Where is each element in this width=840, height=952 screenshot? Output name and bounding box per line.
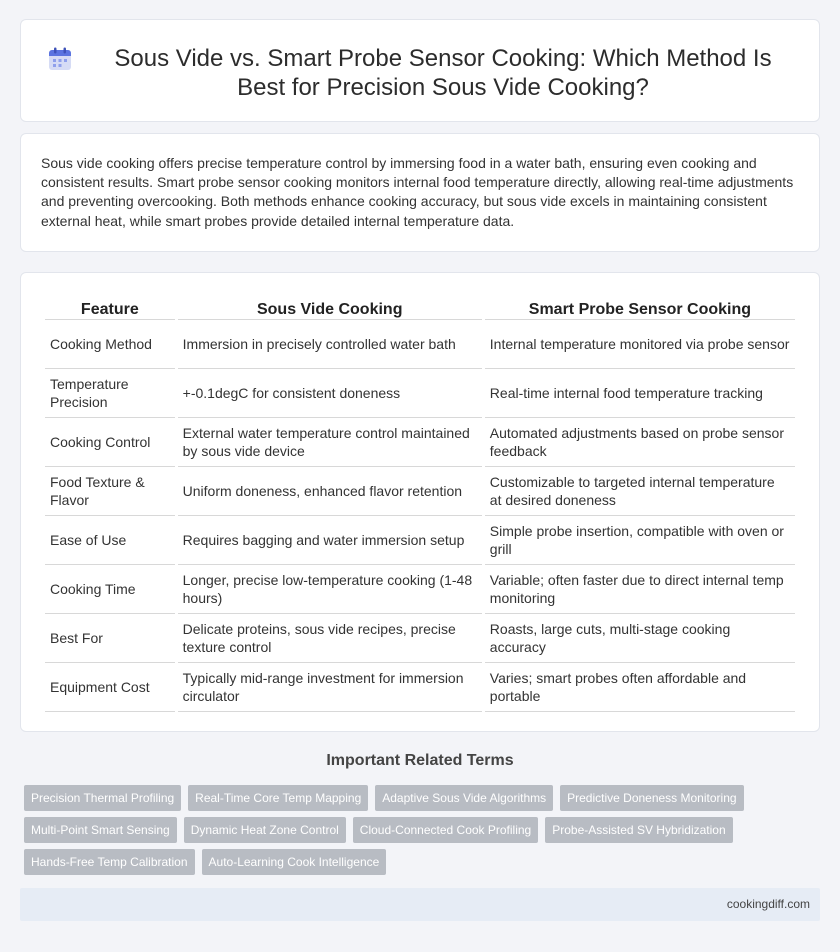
intro-paragraph: Sous vide cooking offers precise temperature control by immersing food in a water bath, ensuring even cooking and consistent results. Smart probe sensor cooking monitors internal food temperature directly, allowing real-time adjustments and preventing overcooking. Both methods enhance cooking accuracy, but sous vide excels in maintaining consistent external heat, while smart probes provide detailed internal temperature data. (41, 155, 794, 229)
feature-cell: Temperature Precision (45, 369, 175, 418)
related-terms-list (24, 785, 814, 875)
footer-site-link[interactable]: cookingdiff.com (726, 897, 810, 911)
smart-probe-cell: Real-time internal food temperature tracking (485, 369, 795, 418)
term-tag[interactable]: Auto-Learning Cook Intelligence (202, 849, 387, 875)
sous-vide-cell: Immersion in precisely controlled water bath (178, 320, 482, 369)
intro-card (20, 133, 820, 252)
smart-probe-cell: Simple probe insertion, compatible with oven or grill (485, 516, 795, 565)
term-tag[interactable]: Hands-Free Temp Calibration (24, 849, 195, 875)
table-row (45, 320, 795, 369)
table-row (45, 565, 795, 614)
sous-vide-cell: External water temperature control maintained by sous vide device (178, 418, 482, 467)
smart-probe-cell: Roasts, large cuts, multi-stage cooking accuracy (485, 614, 795, 663)
term-tag[interactable]: Probe-Assisted SV Hybridization (545, 817, 732, 843)
comparison-table (42, 293, 798, 712)
feature-cell: Cooking Method (45, 320, 175, 369)
smart-probe-cell: Internal temperature monitored via probe sensor (485, 320, 795, 369)
smart-probe-cell: Varies; smart probes often affordable and portable (485, 663, 795, 712)
table-row (45, 467, 795, 516)
calendar-icon (47, 46, 73, 72)
feature-cell: Ease of Use (45, 516, 175, 565)
term-tag[interactable]: Precision Thermal Profiling (24, 785, 181, 811)
feature-cell: Equipment Cost (45, 663, 175, 712)
feature-cell: Best For (45, 614, 175, 663)
term-tag[interactable]: Real-Time Core Temp Mapping (188, 785, 368, 811)
term-tag[interactable]: Adaptive Sous Vide Algorithms (375, 785, 553, 811)
comparison-card (20, 272, 820, 732)
related-terms-heading: Important Related Terms (326, 752, 514, 769)
term-tag[interactable]: Predictive Doneness Monitoring (560, 785, 743, 811)
header-feature: Feature (45, 293, 175, 320)
term-tag[interactable]: Cloud-Connected Cook Profiling (353, 817, 538, 843)
sous-vide-cell: +-0.1degC for consistent doneness (178, 369, 482, 418)
sous-vide-cell: Delicate proteins, sous vide recipes, precise texture control (178, 614, 482, 663)
smart-probe-cell: Variable; often faster due to direct internal temp monitoring (485, 565, 795, 614)
term-tag[interactable]: Dynamic Heat Zone Control (184, 817, 346, 843)
term-tag[interactable]: Multi-Point Smart Sensing (24, 817, 177, 843)
feature-cell: Cooking Time (45, 565, 175, 614)
sous-vide-cell: Typically mid-range investment for immersion circulator (178, 663, 482, 712)
smart-probe-cell: Customizable to targeted internal temperature at desired doneness (485, 467, 795, 516)
table-row (45, 663, 795, 712)
header-sous-vide: Sous Vide Cooking (178, 293, 482, 320)
table-row (45, 614, 795, 663)
table-row (45, 418, 795, 467)
footer (20, 888, 820, 921)
table-header-row (45, 293, 795, 320)
sous-vide-cell: Uniform doneness, enhanced flavor retention (178, 467, 482, 516)
title-card (20, 19, 820, 122)
sous-vide-cell: Longer, precise low-temperature cooking (1-48 hours) (178, 565, 482, 614)
smart-probe-cell: Automated adjustments based on probe sensor feedback (485, 418, 795, 467)
table-row (45, 369, 795, 418)
page-title: Sous Vide vs. Smart Probe Sensor Cooking: Which Method Is Best for Precision Sous Vide Cooking? (114, 45, 772, 101)
sous-vide-cell: Requires bagging and water immersion setup (178, 516, 482, 565)
table-row (45, 516, 795, 565)
feature-cell: Food Texture & Flavor (45, 467, 175, 516)
feature-cell: Cooking Control (45, 418, 175, 467)
header-smart-probe: Smart Probe Sensor Cooking (485, 293, 795, 320)
